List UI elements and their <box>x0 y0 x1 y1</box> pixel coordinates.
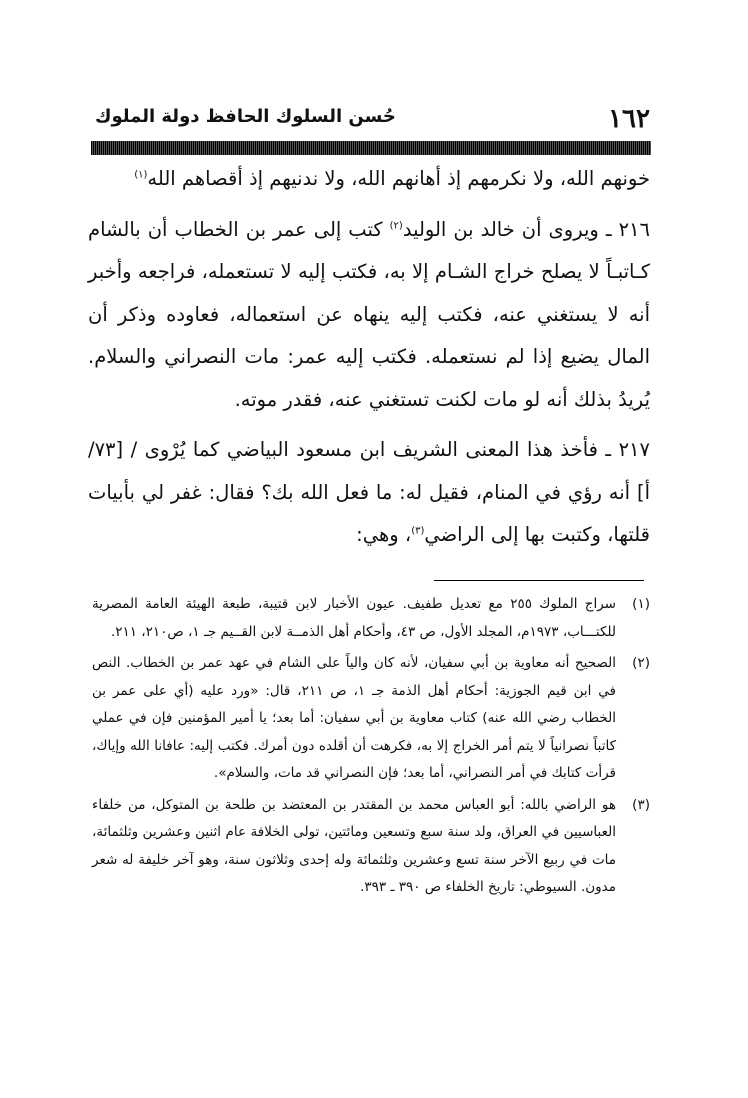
paragraph-216 <box>88 209 650 422</box>
footnote-separator <box>434 580 644 581</box>
paragraph-text: ٢١٦ ـ ويروى أن خالد بن الوليد <box>402 217 650 241</box>
footnote-number: (٢) <box>632 655 650 671</box>
footnote-number: (٣) <box>632 796 650 813</box>
header-rule <box>91 141 651 155</box>
footnote-ref: (٣) <box>411 525 425 537</box>
paragraph-continuation <box>88 158 650 201</box>
paragraph-text: كتب إلى عمر بن الخطاب أن بالشام كـاتبـاً لا يصلح خراج الشـام إلا به، فكتب إليه لا تستعمله، فراجعه وأخبر أنه لا يستغني عنه، فكتب إليه ينهاه عن استعماله، فعاوده وذكر أن المال يضيع إذا لم نستعمله. فكتب إليه عمر: مات النصراني والسلام. يُريدُ بذلك أنه لو مات لكنت تستغني عنه، فقدر موته. <box>88 217 650 411</box>
footnotes <box>92 591 650 906</box>
footnote-text: الصحيح أنه معاوية بن أبي سفيان، لأنه كان والياً على الشام في عهد عمر بن الخطاب. النص في ابن قيم الجوزية: أحكام أهل الذمة جـ ١، ص ٢١١، قال: «ورد عليه (أي على عمر بن الخطاب رضي الله عنه) كتاب معاوية بن أبي سفيان: أما بعد؛ يا أمير المؤمنين فإن في عملي كاتباً نصرانياً لا يتم أمر الخراج إلا به، فكرهت أن أقلده دون أمرك. فكتب إليه: عافانا الله وإياك، قرأت كتابك في أمر النصراني، أما بعد؛ فإن النصراني قد مات، والسلام». <box>92 655 616 781</box>
main-text <box>88 158 650 557</box>
footnote-ref: (١) <box>134 169 148 181</box>
footnote-number: (١) <box>632 596 650 612</box>
paragraph-text: ، وهي: <box>356 523 412 546</box>
footnote-text: سراج الملوك ٢٥٥ مع تعديل طفيف. عيون الأخبار لابن قتيبة، طبعة الهيئة العامة المصرية للكتـــاب، ١٩٧٣م، المجلد الأول، ص ٤٣، وأحكام أهل الذمــة لابن القــيم جـ ١، ص٢١٠، ٢١١. <box>92 596 616 640</box>
paragraph-text: خونهم الله، ولا نكرمهم إذ أهانهم الله، ولا ندنيهم إذ أقصاهم الله <box>147 167 650 190</box>
paragraph-text: ٢١٧ ـ فأخذ هذا المعنى الشريف ابن مسعود البياضي كما يُرْوى / [٧٣/ أ] أنه رؤي في المنام، فقيل له: ما فعل الله بك؟ فقال: غفر لي بأبيات قلتها، وكتبت بها إلى الراضي <box>88 438 650 546</box>
footnote-text: هو الراضي بالله: أبو العباس محمد بن المقتدر بن المعتضد بن طلحة بن المتوكل، من خلفاء العباسيين في العراق، ولد سنة سبع وتسعين ومائتين، تولى الخلافة عام اثنين وعشرين وثلثمائة، مات في ربيع الآخر سنة تسع وعشرين وثلثمائة وله إحدى وثلاثون سنة، وهو آخر خليفة له شعر مدون. السيوطي: تاريخ الخلفاء ص ٣٩٠ ـ ٣٩٣. <box>92 796 616 895</box>
footnote-item <box>92 591 650 646</box>
paragraph-217 <box>88 429 650 557</box>
footnote-item <box>92 792 650 902</box>
footnote-ref: (٢) <box>389 220 403 231</box>
page-header <box>95 102 650 138</box>
page-number: ١٦٢ <box>608 104 650 134</box>
footnote-item <box>92 650 650 788</box>
running-title: حُسن السلوك الحافظ دولة الملوك <box>95 106 396 127</box>
